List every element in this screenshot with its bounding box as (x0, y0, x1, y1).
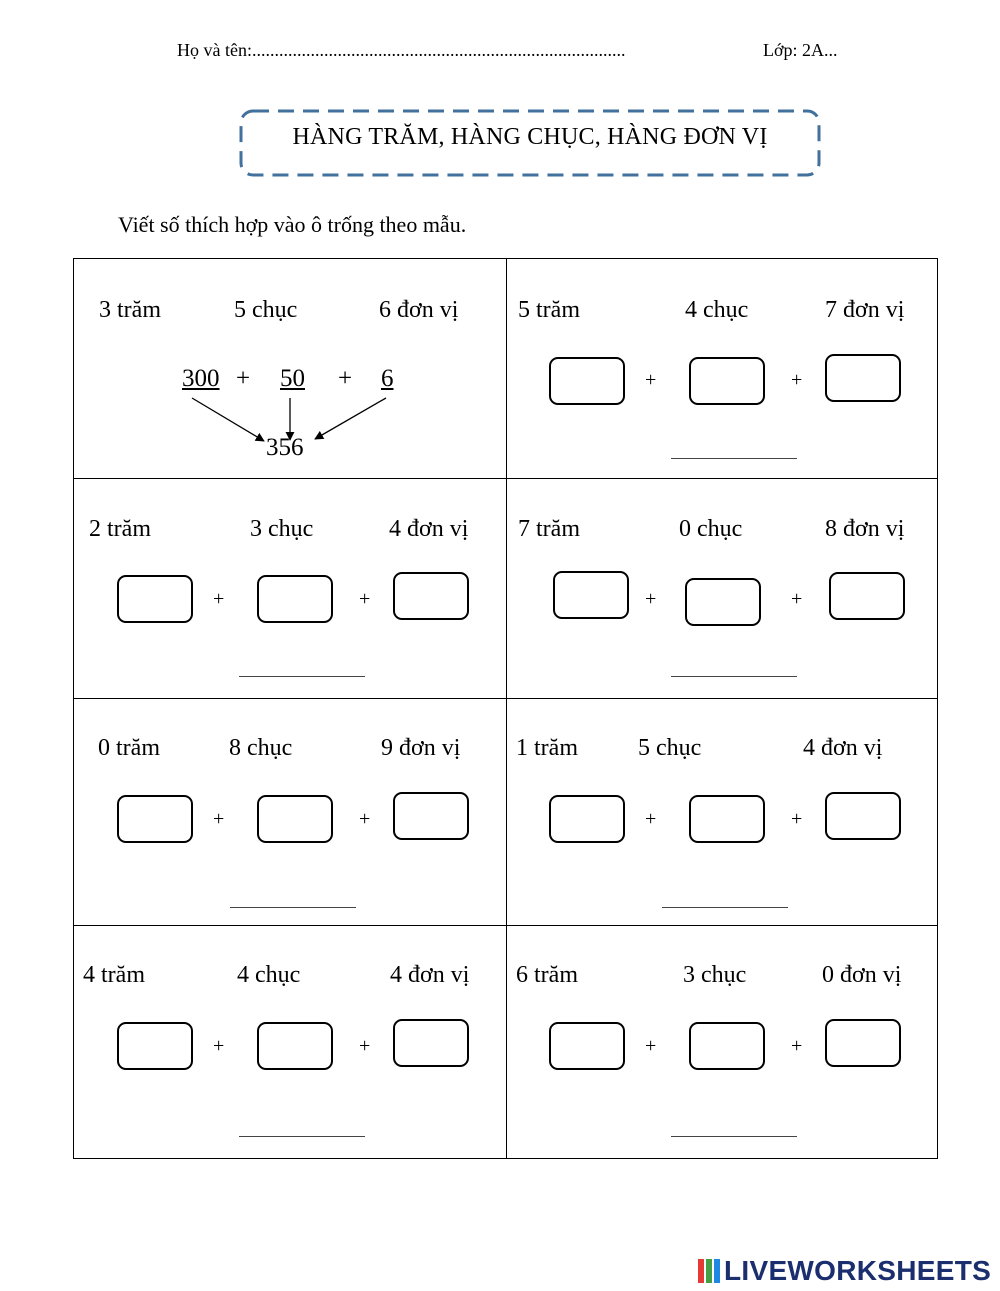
units-label: 0 đơn vị (822, 962, 902, 988)
liveworksheets-mark-icon (698, 1259, 720, 1283)
exercise-cell (507, 259, 939, 478)
example-plus-2: + (338, 365, 353, 392)
example-result: 356 (266, 434, 304, 461)
tens-label: 5 chục (638, 735, 702, 761)
hundreds-label: 6 trăm (516, 962, 578, 988)
liveworksheets-logo (698, 1255, 991, 1287)
tens-answer-box[interactable] (257, 1022, 333, 1070)
plus-sign: + (359, 808, 371, 830)
exercise-cell (74, 699, 506, 925)
example-tens-term: 50 (280, 365, 305, 392)
plus-sign: + (645, 808, 657, 830)
plus-sign: + (791, 588, 803, 610)
hundreds-label: 1 trăm (516, 735, 578, 761)
units-label: 8 đơn vị (825, 516, 905, 542)
plus-sign: + (791, 808, 803, 830)
units-answer-box[interactable] (825, 354, 901, 402)
logo-text: LIVEWORKSHEETS (724, 1255, 992, 1286)
units-answer-box[interactable] (825, 792, 901, 840)
units-answer-box[interactable] (393, 792, 469, 840)
plus-sign: + (213, 808, 225, 830)
hundreds-label: 2 trăm (89, 516, 151, 542)
total-answer-line[interactable] (671, 458, 797, 459)
plus-sign: + (359, 588, 371, 610)
plus-sign: + (791, 1035, 803, 1057)
plus-sign: + (213, 1035, 225, 1057)
tens-label: 3 chục (683, 962, 747, 988)
units-answer-box[interactable] (825, 1019, 901, 1067)
hundreds-answer-box[interactable] (549, 795, 625, 843)
hundreds-answer-box[interactable] (553, 571, 629, 619)
exercise-cell (507, 699, 939, 925)
tens-label: 4 chục (685, 297, 749, 323)
units-label: 4 đơn vị (389, 516, 469, 542)
exercise-cell (74, 479, 506, 698)
example-units-term: 6 (381, 365, 394, 392)
total-answer-line[interactable] (239, 676, 365, 677)
exercise-cell (74, 926, 506, 1158)
example-hundreds-label: 3 trăm (99, 297, 161, 323)
hundreds-answer-box[interactable] (117, 795, 193, 843)
total-answer-line[interactable] (671, 676, 797, 677)
arrow-units (315, 398, 386, 439)
example-cell (74, 259, 506, 478)
units-label: 4 đơn vị (803, 735, 883, 761)
hundreds-answer-box[interactable] (117, 575, 193, 623)
tens-answer-box[interactable] (689, 1022, 765, 1070)
plus-sign: + (645, 369, 657, 391)
tens-label: 0 chục (679, 516, 743, 542)
arrow-hundreds (192, 398, 264, 441)
tens-answer-box[interactable] (689, 795, 765, 843)
tens-answer-box[interactable] (685, 578, 761, 626)
tens-label: 4 chục (237, 962, 301, 988)
units-answer-box[interactable] (829, 572, 905, 620)
units-label: 4 đơn vị (390, 962, 470, 988)
tens-answer-box[interactable] (257, 795, 333, 843)
units-label: 9 đơn vị (381, 735, 461, 761)
tens-label: 8 chục (229, 735, 293, 761)
worksheet-title: HÀNG TRĂM, HÀNG CHỤC, HÀNG ĐƠN VỊ (292, 124, 768, 150)
exercise-cell (507, 926, 939, 1158)
plus-sign: + (791, 369, 803, 391)
example-units-label: 6 đơn vị (379, 297, 459, 323)
hundreds-label: 0 trăm (98, 735, 160, 761)
total-answer-line[interactable] (671, 1136, 797, 1137)
units-label: 7 đơn vị (825, 297, 905, 323)
plus-sign: + (213, 588, 225, 610)
total-answer-line[interactable] (662, 907, 788, 908)
total-answer-line[interactable] (239, 1136, 365, 1137)
hundreds-label: 7 trăm (518, 516, 580, 542)
hundreds-answer-box[interactable] (549, 1022, 625, 1070)
hundreds-label: 5 trăm (518, 297, 580, 323)
tens-answer-box[interactable] (257, 575, 333, 623)
exercise-cell (507, 479, 939, 698)
name-field-label: Họ và tên:................................................................................... (177, 40, 626, 60)
hundreds-answer-box[interactable] (549, 357, 625, 405)
plus-sign: + (359, 1035, 371, 1057)
hundreds-answer-box[interactable] (117, 1022, 193, 1070)
instruction-text: Viết số thích hợp vào ô trống theo mẫu. (118, 212, 467, 237)
plus-sign: + (645, 588, 657, 610)
tens-label: 3 chục (250, 516, 314, 542)
units-answer-box[interactable] (393, 572, 469, 620)
example-tens-label: 5 chục (234, 297, 298, 323)
example-plus-1: + (236, 365, 251, 392)
example-hundreds-term: 300 (182, 365, 220, 392)
hundreds-label: 4 trăm (83, 962, 145, 988)
exercise-grid (73, 258, 938, 1159)
tens-answer-box[interactable] (689, 357, 765, 405)
class-field-label: Lớp: 2A... (763, 40, 838, 60)
plus-sign: + (645, 1035, 657, 1057)
total-answer-line[interactable] (230, 907, 356, 908)
units-answer-box[interactable] (393, 1019, 469, 1067)
